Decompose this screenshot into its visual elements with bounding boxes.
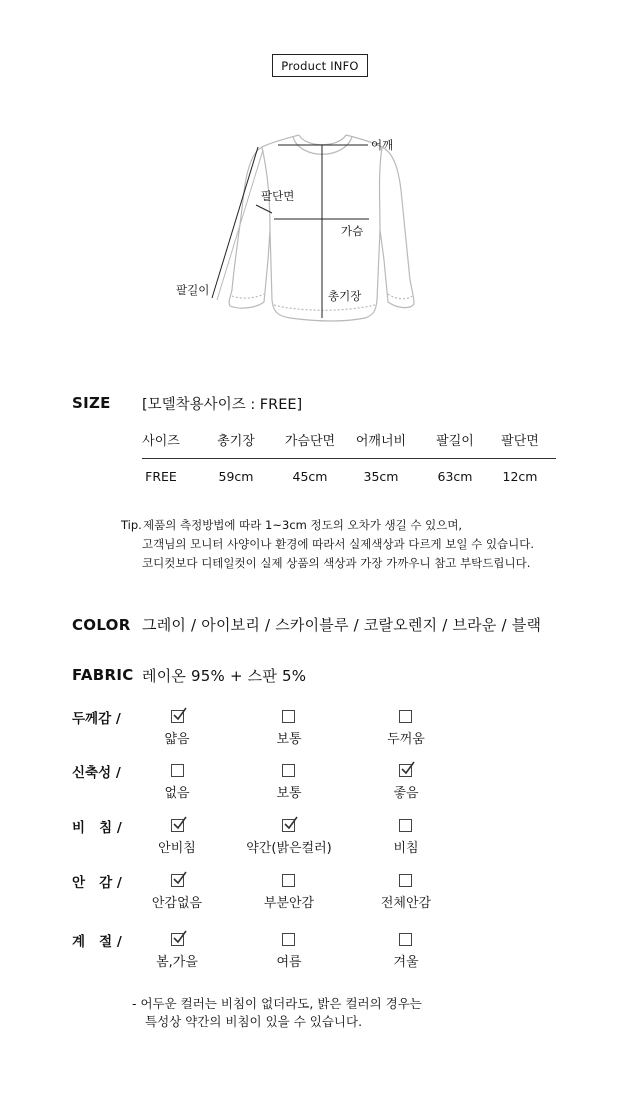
fabric-option-label: 전체안감 [380, 896, 432, 911]
size-value-cell: 63cm [437, 469, 473, 484]
size-header-cell: 사이즈 [142, 434, 180, 449]
checkbox-checked[interactable] [171, 874, 184, 887]
total-length-label: 총기장 [328, 289, 362, 303]
color-section-title: COLOR [72, 616, 131, 634]
checkbox-checked[interactable] [399, 764, 412, 777]
size-header-cell: 총기장 [217, 434, 255, 449]
size-header-cell: 팔길이 [436, 434, 474, 449]
checkbox-unchecked[interactable] [171, 764, 184, 777]
checkbox-unchecked[interactable] [399, 819, 412, 832]
checkbox-checked[interactable] [171, 819, 184, 832]
fabric-option-label: 없음 [164, 786, 190, 801]
fabric-row-label: 비 침 / [72, 820, 122, 836]
fabric-option-label: 안비침 [158, 841, 196, 856]
fabric-row-label: 두께감 / [72, 711, 121, 727]
size-header-cell: 가슴단면 [284, 434, 336, 449]
fabric-row-label: 안 감 / [72, 875, 122, 891]
size-header-cell: 팔단면 [501, 434, 539, 449]
tip-prefix: Tip. [121, 518, 142, 532]
model-size: [모델착용사이즈 : FREE] [142, 397, 303, 413]
size-value-cell: FREE [145, 469, 177, 484]
fabric-option-label: 봄,가을 [156, 955, 198, 970]
chest-label: 가슴 [341, 224, 364, 238]
fabric-row-label: 계 절 / [72, 934, 122, 950]
product-info-title: Product INFO [272, 54, 368, 77]
checkbox-unchecked[interactable] [399, 710, 412, 723]
size-header-cell: 어깨너비 [355, 434, 407, 449]
checkbox-checked[interactable] [171, 933, 184, 946]
fabric-option-label: 좋음 [393, 786, 419, 801]
fabric-note-line: 특성상 약간의 비침이 있을 수 있습니다. [145, 1014, 363, 1029]
size-value-cell: 35cm [363, 469, 399, 484]
checkbox-unchecked[interactable] [282, 874, 295, 887]
checkbox-unchecked[interactable] [282, 710, 295, 723]
fabric-option-label: 약간(밝은컬러) [246, 841, 332, 856]
fabric-composition: 레이온 95% + 스판 5% [142, 667, 307, 685]
garment-measurement-diagram [0, 0, 640, 360]
tip-line: 고객님의 모니터 사양이나 환경에 따라서 실제색상과 다르게 보일 수 있습니다. [142, 537, 535, 551]
checkbox-checked[interactable] [282, 819, 295, 832]
fabric-option-label: 여름 [276, 955, 302, 970]
fabric-option-label: 얇음 [164, 732, 190, 747]
fabric-option-label: 보통 [276, 732, 302, 747]
fabric-option-label: 비침 [393, 841, 419, 856]
size-value-cell: 59cm [218, 469, 254, 484]
checkbox-unchecked[interactable] [399, 933, 412, 946]
checkbox-checked[interactable] [171, 710, 184, 723]
size-section-title: SIZE [72, 394, 111, 412]
checkbox-unchecked[interactable] [399, 874, 412, 887]
sleeve-length-label: 팔길이 [176, 283, 210, 297]
fabric-section-title: FABRIC [72, 666, 134, 684]
shoulder-label: 어깨 [371, 138, 394, 152]
fabric-option-label: 겨울 [393, 955, 419, 970]
color-list: 그레이 / 아이보리 / 스카이블루 / 코랄오렌지 / 브라운 / 블랙 [142, 616, 542, 634]
tip-line: 코디컷보다 디테일컷이 실제 상품의 색상과 가장 가까우니 참고 부탁드립니다. [142, 556, 531, 570]
size-value-cell: 12cm [502, 469, 538, 484]
fabric-note-line: - 어두운 컬러는 비침이 없더라도, 밝은 컬러의 경우는 [132, 996, 422, 1011]
fabric-row-label: 신축성 / [72, 765, 121, 781]
fabric-option-label: 부분안감 [263, 896, 315, 911]
size-table-divider [142, 458, 556, 459]
checkbox-unchecked[interactable] [282, 764, 295, 777]
fabric-option-label: 안감없음 [151, 896, 203, 911]
size-value-cell: 45cm [292, 469, 328, 484]
fabric-option-label: 보통 [276, 786, 302, 801]
fabric-option-label: 두꺼움 [387, 732, 425, 747]
tip-line: 제품의 측정방법에 따라 1~3cm 정도의 오차가 생길 수 있으며, [143, 518, 463, 532]
sleeve-width-label: 팔단면 [261, 189, 295, 203]
checkbox-unchecked[interactable] [282, 933, 295, 946]
